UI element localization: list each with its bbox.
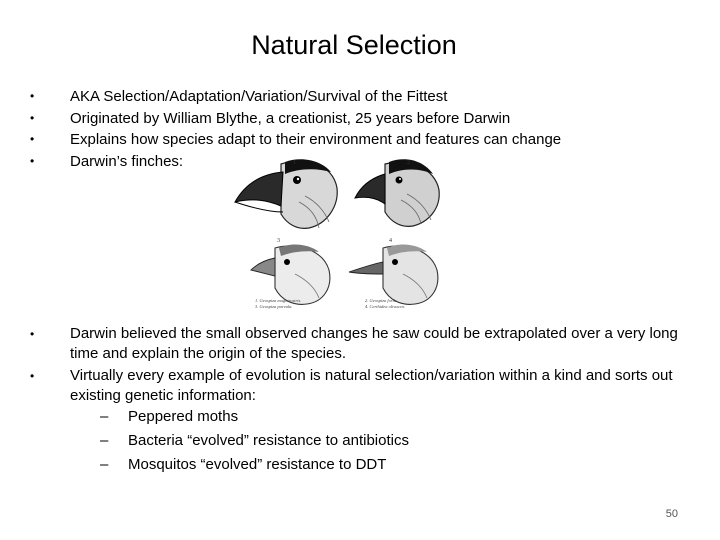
bullet-glyph: • xyxy=(30,327,35,341)
bullet-item xyxy=(30,86,690,108)
bullet-text: AKA Selection/Adaptation/Variation/Survival of the Fittest xyxy=(70,88,448,105)
bullet-text: Virtually every example of evolution is natural selection/variation within a kind and sorts out existing genetic information: xyxy=(70,367,673,404)
bullet-item xyxy=(30,108,690,130)
dash-glyph: – xyxy=(100,408,109,425)
figure-caption-left-1: 1. Geospiza magnirostris. xyxy=(255,298,302,303)
bullet-glyph: • xyxy=(30,89,35,103)
bullet-glyph: • xyxy=(30,132,35,146)
panel-number-3: 3 xyxy=(277,238,280,244)
bullet-item xyxy=(30,324,690,364)
sub-bullet-text: Bacteria “evolved” resistance to antibiotics xyxy=(128,432,409,449)
figure-caption-right-1: 2. Geospiza fortis. xyxy=(365,298,399,303)
dash-glyph: – xyxy=(100,456,109,473)
dash-glyph: – xyxy=(100,432,109,449)
figure-caption-left-2: 3. Geospiza parvula. xyxy=(255,304,293,309)
panel-number-1: 1 xyxy=(293,160,296,166)
finch-2-illustration xyxy=(355,159,439,226)
bullet-item xyxy=(30,366,690,476)
bullet-text: Darwin’s finches: xyxy=(70,152,184,170)
sub-bullet-text: Peppered moths xyxy=(128,408,239,425)
bullet-text: Darwin believed the small observed changes he saw could be extrapolated over a very long time and explain the origin of the species. xyxy=(70,325,678,362)
slide-title: Natural Selection xyxy=(251,30,457,60)
sub-bullet-list xyxy=(70,406,690,476)
finch-1-illustration xyxy=(235,159,337,228)
bullet-glyph: • xyxy=(30,110,35,125)
sub-bullet-item xyxy=(100,454,690,476)
bullet-list-bottom xyxy=(30,324,690,478)
sub-bullet-item xyxy=(100,406,690,428)
figure-caption-right-2: 4. Certhidea olivacea. xyxy=(365,304,405,309)
bullet-item xyxy=(30,129,690,151)
finch-3-illustration xyxy=(251,245,330,305)
bullet-text: Originated by William Blythe, a creationist, 25 years before Darwin xyxy=(70,109,511,127)
panel-number-4: 4 xyxy=(389,238,392,244)
bullet-glyph: • xyxy=(30,153,35,168)
bullet-text: Explains how species adapt to their environment and features can change xyxy=(70,131,562,148)
finch-4-illustration xyxy=(349,245,438,305)
page-number: 50 xyxy=(665,508,678,520)
darwins-finches-illustration xyxy=(225,156,455,312)
bullet-glyph: • xyxy=(30,369,35,383)
sub-bullet-text: Mosquitos “evolved” resistance to DDT xyxy=(128,456,387,473)
sub-bullet-item xyxy=(100,430,690,452)
panel-number-2: 2 xyxy=(407,160,410,166)
